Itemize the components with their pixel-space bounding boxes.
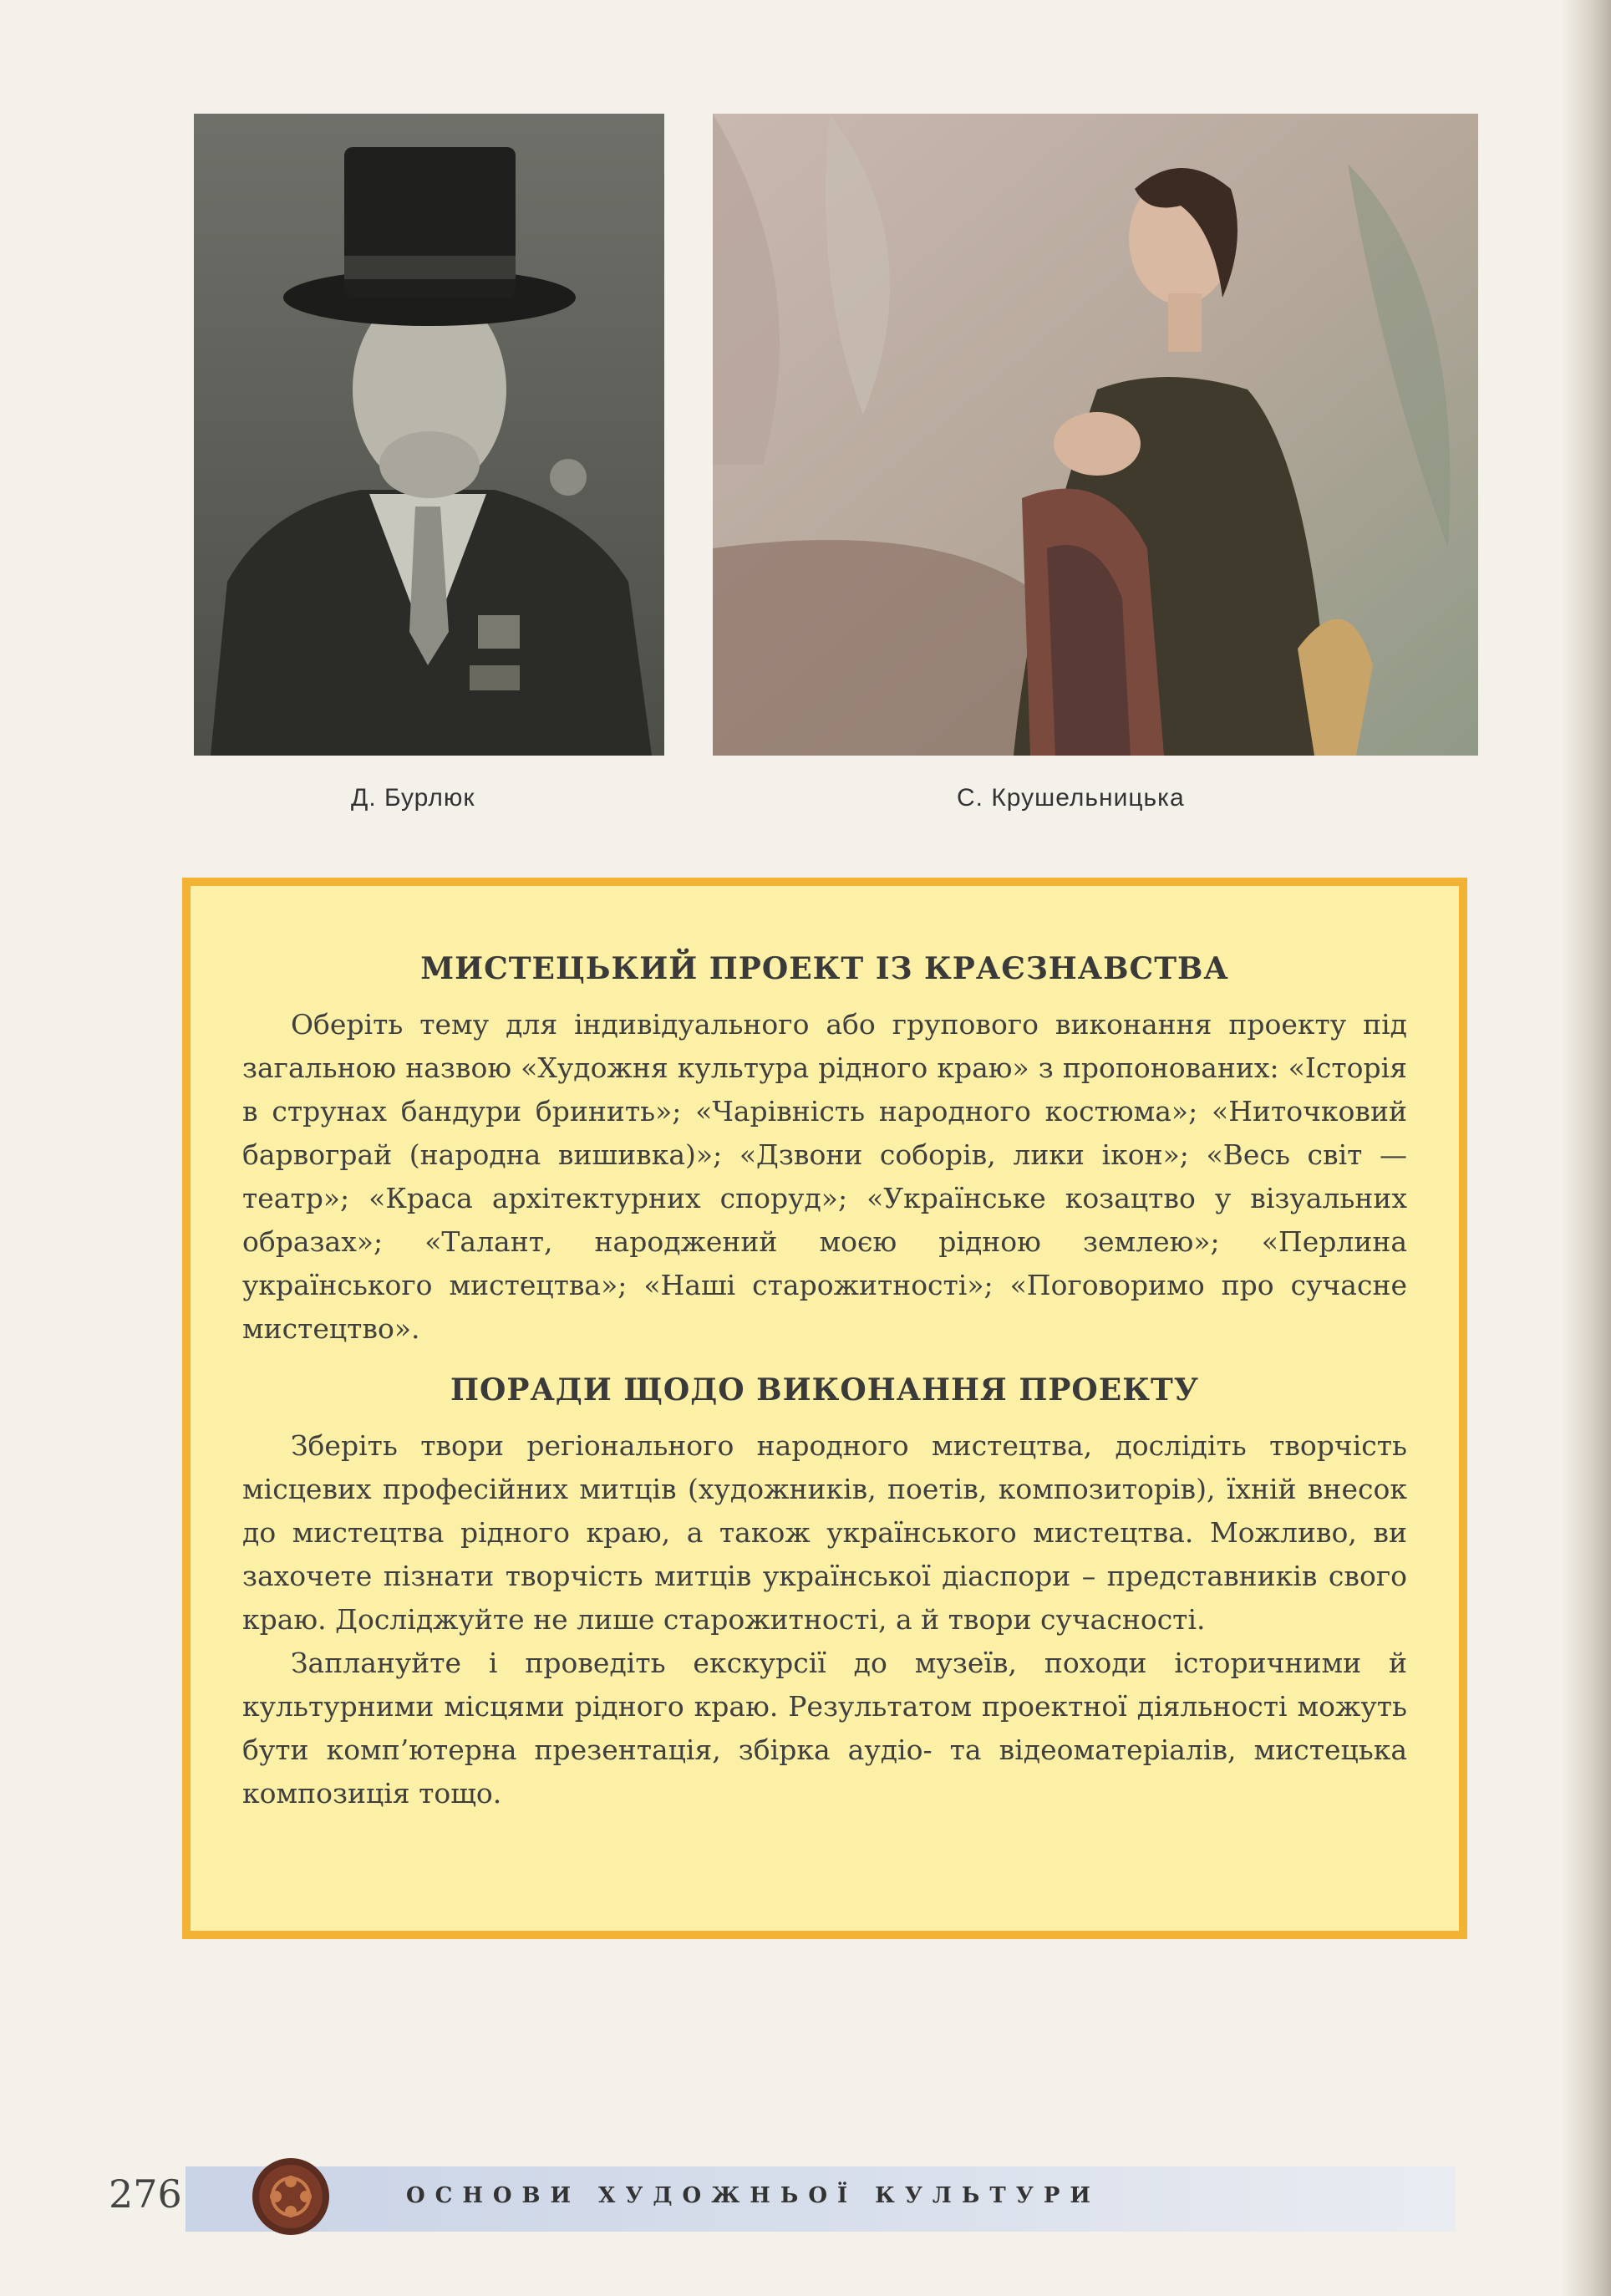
burliuk-portrait-photo	[194, 114, 664, 756]
page-edge-shadow	[1561, 0, 1611, 2296]
krushelnytska-portrait-photo	[713, 114, 1478, 756]
project-topics-paragraph: Оберіть тему для індивідуального або групового виконання проекту під загальною назвою «Художня культура рідного краю» з пропонованих: «Історія в струнах бандури бринить»; «Чарівність народного костюма»; «Ниточковий барвограй (народна вишивка)»; «Дзвони соборів, лики ікон»; «Весь світ — театр»; «Краса архітектурних споруд»; «Українське козацтво у візуальних образах»; «Талант, народжений моєю рідною землею»; «Перлина українського мистецтва»; «Наші старожитності»; «Поговоримо про сучасне мистецтво».	[242, 1008, 1407, 1345]
project-box	[182, 878, 1467, 1939]
project-box-content	[242, 951, 1407, 1815]
project-heading: МИСТЕЦЬКИЙ ПРОЕКТ ІЗ КРАЄЗНАВСТВА	[420, 951, 1229, 986]
footer-book-title: ОСНОВИ ХУДОЖНЬОЇ КУЛЬТУРИ	[406, 2183, 1100, 2208]
advice-heading: ПОРАДИ ЩОДО ВИКОНАННЯ ПРОЕКТУ	[450, 1372, 1199, 1408]
ornament-emblem-icon	[251, 2156, 331, 2237]
burliuk-caption: Д. Бурлюк	[351, 784, 475, 812]
advice-paragraph-1: Зберіть твори регіонального народного мистецтва, дослідіть творчість місцевих професійних митців (художників, поетів, композиторів), їхній внесок до мистецтва рідного краю, а також українського мистецтва. Можливо, ви захочете пізнати творчість митців української діаспори – представників свого краю. Досліджуйте не лише старожитності, а й твори сучасності.	[242, 1429, 1407, 1636]
advice-paragraph-2: Заплануйте і проведіть екскурсії до музеїв, походи історичними й культурними місцями рідного краю. Результатом проектної діяльності можуть бути комп’ютерна презентація, збірка аудіо- та відеоматеріалів, мистецька композиція тощо.	[242, 1647, 1407, 1810]
page-number: 276	[109, 2171, 182, 2217]
krushelnytska-caption: С. Крушельницька	[957, 784, 1185, 812]
